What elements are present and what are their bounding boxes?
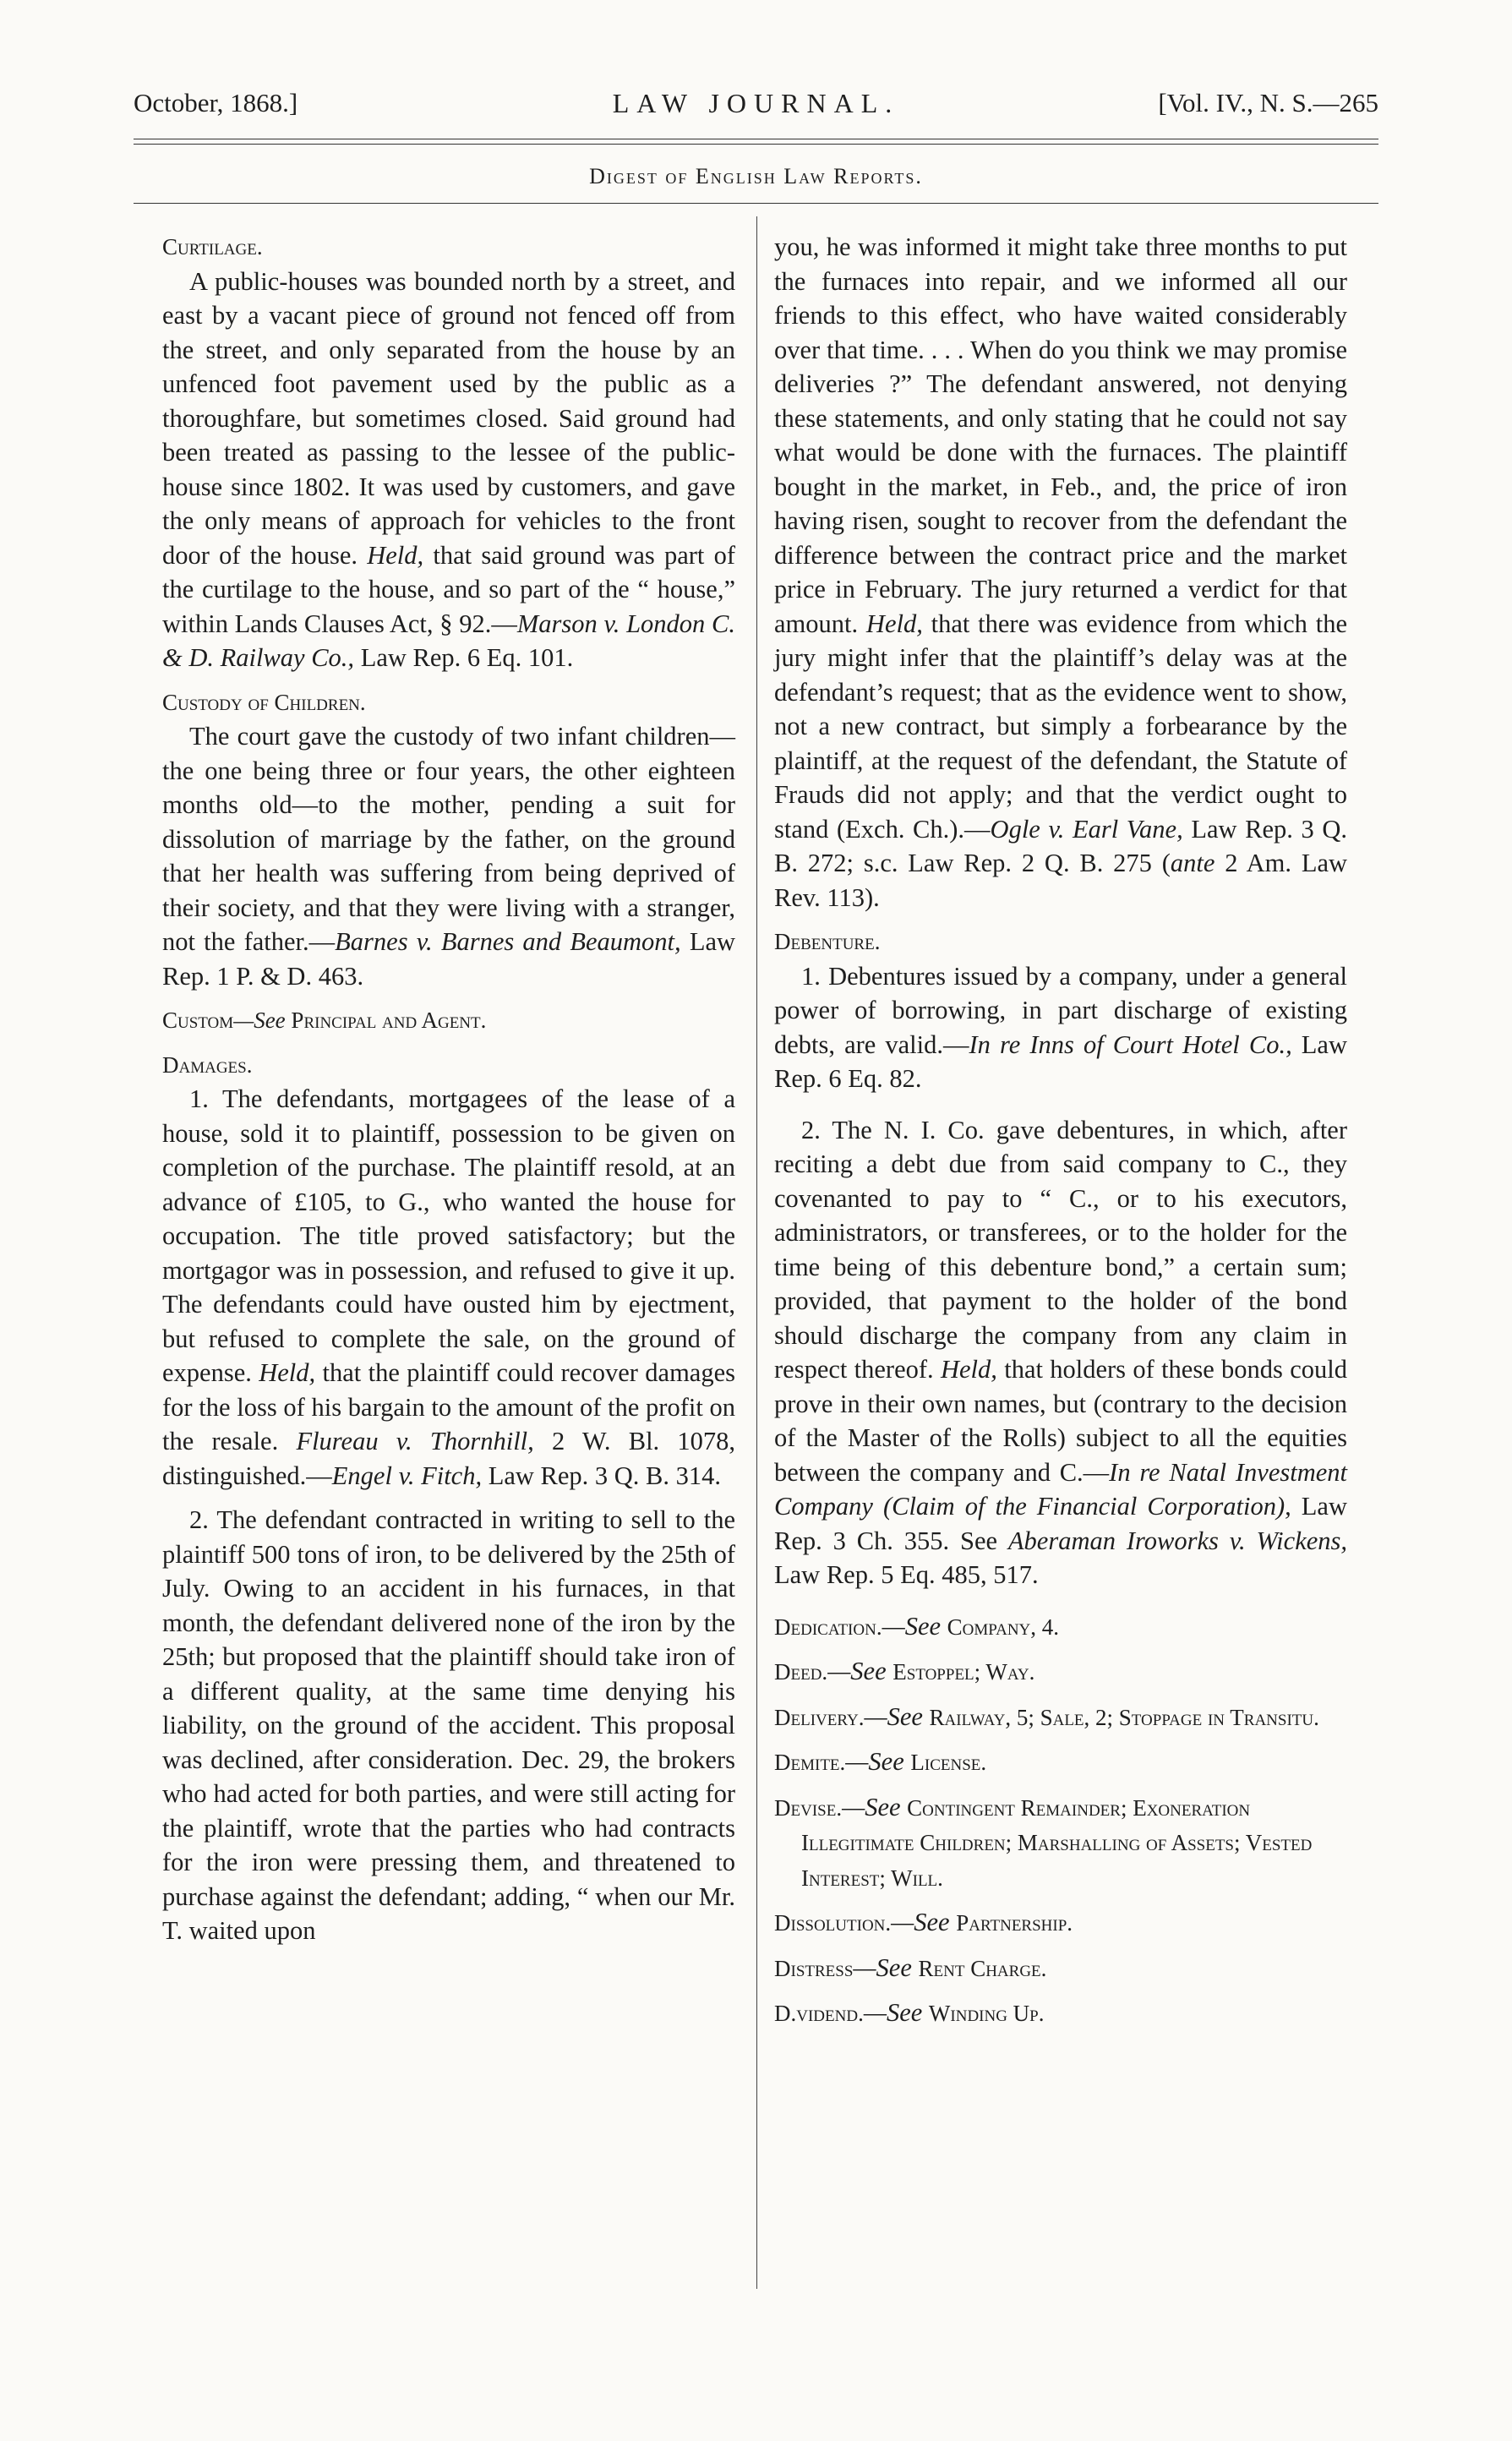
entry-demite: Demite.—See License. [774, 1747, 987, 1776]
heading-curtilage: Curtilage. [162, 234, 263, 259]
right-column [774, 230, 1347, 2031]
section-rule [134, 203, 1378, 204]
column-divider [756, 216, 757, 2289]
entry-custody: The court gave the custody of two infant children—the one being three or four years, the other eighteen months old—to the mother, pending a suit for dissolution of marriage by the father, on the ground that her health was suffering from being deprived of their society, and that they were living with a stranger, not the father.—Barnes v. Barnes and Beaumont, Law Rep. 1 P. & D. 463. [162, 722, 736, 991]
header-journal-title: LAW JOURNAL. [612, 88, 900, 118]
left-column [162, 230, 735, 1948]
entry-devise: Devise.—See Contingent Remainder; Exoneration Illegitimate Children; Marshalling of Assets; Vested Interest; Will. [774, 1792, 1313, 1891]
entry-dedication: Dedication.—See Company, 4. [774, 1611, 1060, 1641]
header-rule-bottom [134, 144, 1378, 145]
entry-debenture-1: 1. Debentures issued by a company, under a general power of borrowing, in part discharge of existing debts, are valid.—In re Inns of Court Hotel Co., Law Rep. 6 Eq. 82. [774, 961, 1347, 1093]
entry-deed: Deed.—See Estoppel; Way. [774, 1657, 1035, 1685]
section-title: Digest of English Law Reports. [589, 164, 923, 188]
entry-dissolution: Dissolution.—See Partnership. [774, 1908, 1073, 1936]
entry-damages-1: 1. The defendants, mortgagees of the lease of a house, sold it to plaintiff, possession to be given on completion of the purchase. The plaintiff resold, at an advance of £105, to G., who wanted the house for occupation. The title proved satisfactory; but the mortgagor was in possession, and refused to give it up. The defendants could have ousted him by ejectment, but refused to complete the sale, on the ground of expense. Held, that the plaintiff could recover damages for the loss of his bargain to the amount of the profit on the resale. Flureau v. Thornhill, 2 W. Bl. 1078, distinguished.—Engel v. Fitch, Law Rep. 3 Q. B. 314. [162, 1084, 736, 1490]
heading-debenture: Debenture. [774, 929, 881, 954]
heading-damages: Damages. [162, 1051, 253, 1078]
entry-damages-2: 2. The defendant contracted in writing to sell to the plaintiff 500 tons of iron, to be delivered by the 25th of July. Owing to an accident in his furnaces, in that month, the defendant delivered none of the iron by the 25th; but proposed that the plaintiff should take iron of a different quality, at the same time denying his liability, on the ground of the accident. This proposal was declined, after consideration. Dec. 29, the brokers who had acted for both parties, and were still acting for the plaintiff, wrote that the parties who had contracts for the iron were pressing them, and threatened to purchase against the defendant; adding, “ when our Mr. T. waited upon [162, 1505, 735, 1945]
running-header [134, 88, 1378, 128]
heading-custody-of-children: Custody of Children. [162, 689, 366, 715]
entry-custom: Custom—See Principal and Agent. [162, 1008, 487, 1033]
entry-damages-2-continued: you, he was informed it might take three months to put the furnaces into repair, and we informed all our friends to this effect, who have waited considerably over that time. . . . When do you think we may promise deliveries ?” The defendant answered, not denying these statements, and only stating that he could not say what would be done with the furnaces. The plaintiff bought in the market, in Feb., and, the price of iron having risen, sought to recover from the defendant the difference between the contract price and the market price in February. The jury returned a verdict for that amount. Held, that there was evidence from which the jury might infer that the plaintiff’s delay was at the defendant’s request; that as the evidence went to show, not a new contract, but simply a forbearance by the plaintiff, at the request of the defendant, the Statute of Frauds did not apply; and that the verdict ought to stand (Exch. Ch.).—Ogle v. Earl Vane, Law Rep. 3 Q. B. 272; s.c. Law Rep. 2 Q. B. 275 (ante 2 Am. Law Rev. 113). [774, 232, 1348, 912]
entry-dividend: D.vidend.—See Winding Up. [774, 1998, 1045, 2027]
entry-curtilage: A public-houses was bounded north by a street, and east by a vacant piece of ground not fenced off from the street, and only separated from the house by an unfenced foot pavement used by the public as a thoroughfare, but sometimes closed. Said ground had been treated as passing to the lessee of the public-house since 1802. It was used by customers, and gave the only means of approach for vehicles to the front door of the house. Held, that said ground was part of the curtilage to the house, and so part of the “ house,” within Lands Clauses Act, § 92.—Marson v. London C. & D. Railway Co., Law Rep. 6 Eq. 101. [162, 266, 735, 672]
header-date: October, 1868.] [134, 88, 298, 117]
entry-debenture-2: 2. The N. I. Co. gave debentures, in which, after reciting a debt due from said company to C., they covenanted to pay to “ C., or to his executors, administrators, or transferees, or to the holder for the time being of this debenture bond,” a certain sum; provided, that payment to the holder of the bond should discharge the company from any claim in respect thereof. Held, that holders of these bonds could prove in their own names, but (contrary to the decision of the Master of the Rolls) subject to all the equities between the company and C.—In re Natal Investment Company (Claim of the Financial Corporation), Law Rep. 3 Ch. 355. See Aberaman Iroworks v. Wickens, Law Rep. 5 Eq. 485, 517. [774, 1115, 1348, 1589]
entry-distress: Distress—See Rent Charge. [774, 1952, 1047, 1982]
header-volume-page: [Vol. IV., N. S.—265 [1158, 88, 1378, 117]
entry-delivery: Delivery.—See Railway, 5; Sale, 2; Stoppage in Transitu. [774, 1701, 1319, 1731]
